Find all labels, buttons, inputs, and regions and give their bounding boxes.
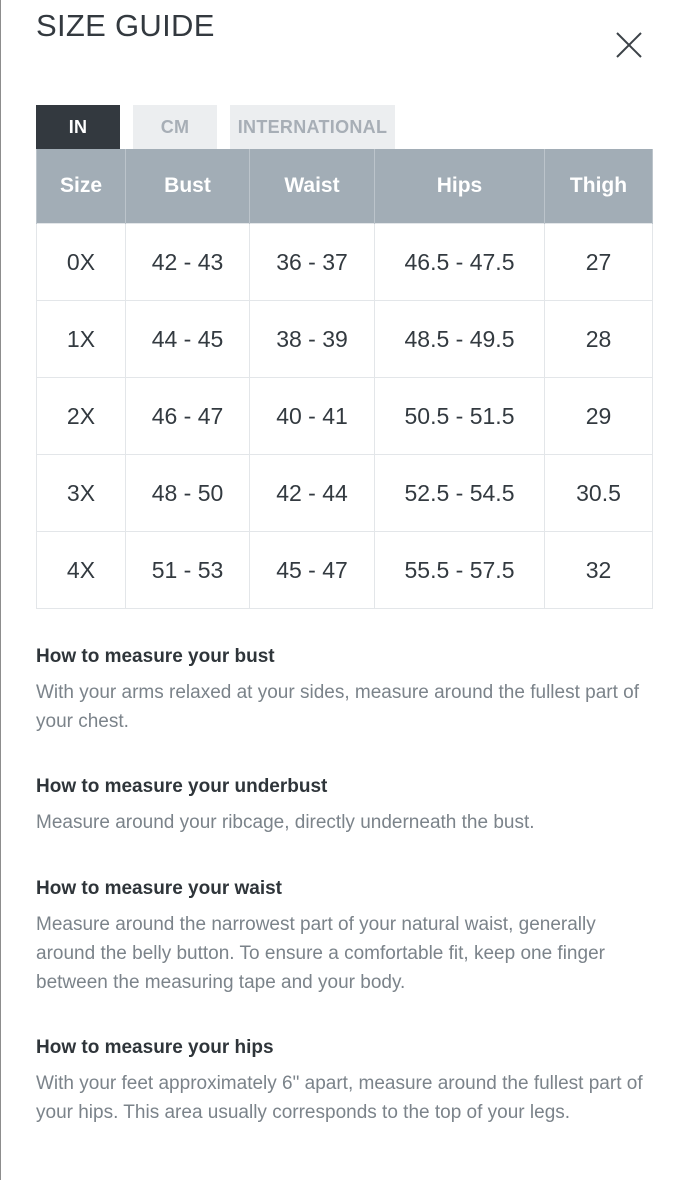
table-row bbox=[37, 455, 653, 532]
table-cell: 42 - 43 bbox=[126, 224, 250, 301]
table-cell: 40 - 41 bbox=[250, 378, 375, 455]
guide-heading: How to measure your waist bbox=[36, 878, 283, 899]
table-cell: 29 bbox=[545, 378, 653, 455]
guide-bust bbox=[36, 644, 656, 736]
table-cell: 4X bbox=[37, 532, 126, 609]
table-row bbox=[37, 532, 653, 609]
close-button[interactable] bbox=[612, 28, 646, 62]
column-header-size: Size bbox=[37, 149, 126, 224]
table-cell: 46.5 - 47.5 bbox=[375, 224, 545, 301]
table-row bbox=[37, 224, 653, 301]
column-header-hips: Hips bbox=[375, 149, 545, 224]
table-row bbox=[37, 301, 653, 378]
table-cell: 3X bbox=[37, 455, 126, 532]
column-header-waist: Waist bbox=[250, 149, 375, 224]
table-cell: 38 - 39 bbox=[250, 301, 375, 378]
guide-waist bbox=[36, 876, 656, 997]
table-cell: 50.5 - 51.5 bbox=[375, 378, 545, 455]
table-cell: 42 - 44 bbox=[250, 455, 375, 532]
table-cell: 51 - 53 bbox=[126, 532, 250, 609]
table-cell: 48 - 50 bbox=[126, 455, 250, 532]
guide-heading: How to measure your bust bbox=[36, 646, 275, 667]
table-cell: 2X bbox=[37, 378, 126, 455]
guide-heading: How to measure your hips bbox=[36, 1037, 274, 1058]
table-cell: 52.5 - 54.5 bbox=[375, 455, 545, 532]
guide-heading: How to measure your underbust bbox=[36, 776, 328, 797]
guide-underbust bbox=[36, 774, 656, 837]
table-cell: 55.5 - 57.5 bbox=[375, 532, 545, 609]
tab-cm[interactable]: CM bbox=[133, 105, 217, 149]
column-header-bust: Bust bbox=[126, 149, 250, 224]
table-cell: 27 bbox=[545, 224, 653, 301]
table-cell: 46 - 47 bbox=[126, 378, 250, 455]
page-title: SIZE GUIDE bbox=[36, 8, 215, 43]
tab-in[interactable]: IN bbox=[36, 105, 120, 149]
column-header-thigh: Thigh bbox=[545, 149, 653, 224]
tab-international[interactable]: INTERNATIONAL bbox=[230, 105, 395, 149]
guide-text: With your feet approximately 6" apart, measure around the fullest part of your hips. This area usually corresponds to the top of your legs. bbox=[36, 1073, 643, 1123]
guide-text: Measure around your ribcage, directly underneath the bust. bbox=[36, 812, 535, 833]
table-cell: 44 - 45 bbox=[126, 301, 250, 378]
unit-tabs bbox=[36, 105, 395, 149]
table-header-row bbox=[37, 149, 653, 224]
table-cell: 1X bbox=[37, 301, 126, 378]
size-table bbox=[36, 149, 653, 609]
panel-left-border bbox=[0, 0, 1, 1180]
guide-text: With your arms relaxed at your sides, measure around the fullest part of your chest. bbox=[36, 682, 639, 732]
table-cell: 30.5 bbox=[545, 455, 653, 532]
table-row bbox=[37, 378, 653, 455]
table-cell: 45 - 47 bbox=[250, 532, 375, 609]
table-cell: 36 - 37 bbox=[250, 224, 375, 301]
guide-hips bbox=[36, 1035, 656, 1127]
guide-text: Measure around the narrowest part of your natural waist, generally around the belly button. To ensure a comfortable fit, keep one finger between the measuring tape and your body. bbox=[36, 914, 605, 993]
table-cell: 32 bbox=[545, 532, 653, 609]
table-cell: 28 bbox=[545, 301, 653, 378]
table-cell: 48.5 - 49.5 bbox=[375, 301, 545, 378]
table-cell: 0X bbox=[37, 224, 126, 301]
close-icon bbox=[612, 28, 646, 62]
